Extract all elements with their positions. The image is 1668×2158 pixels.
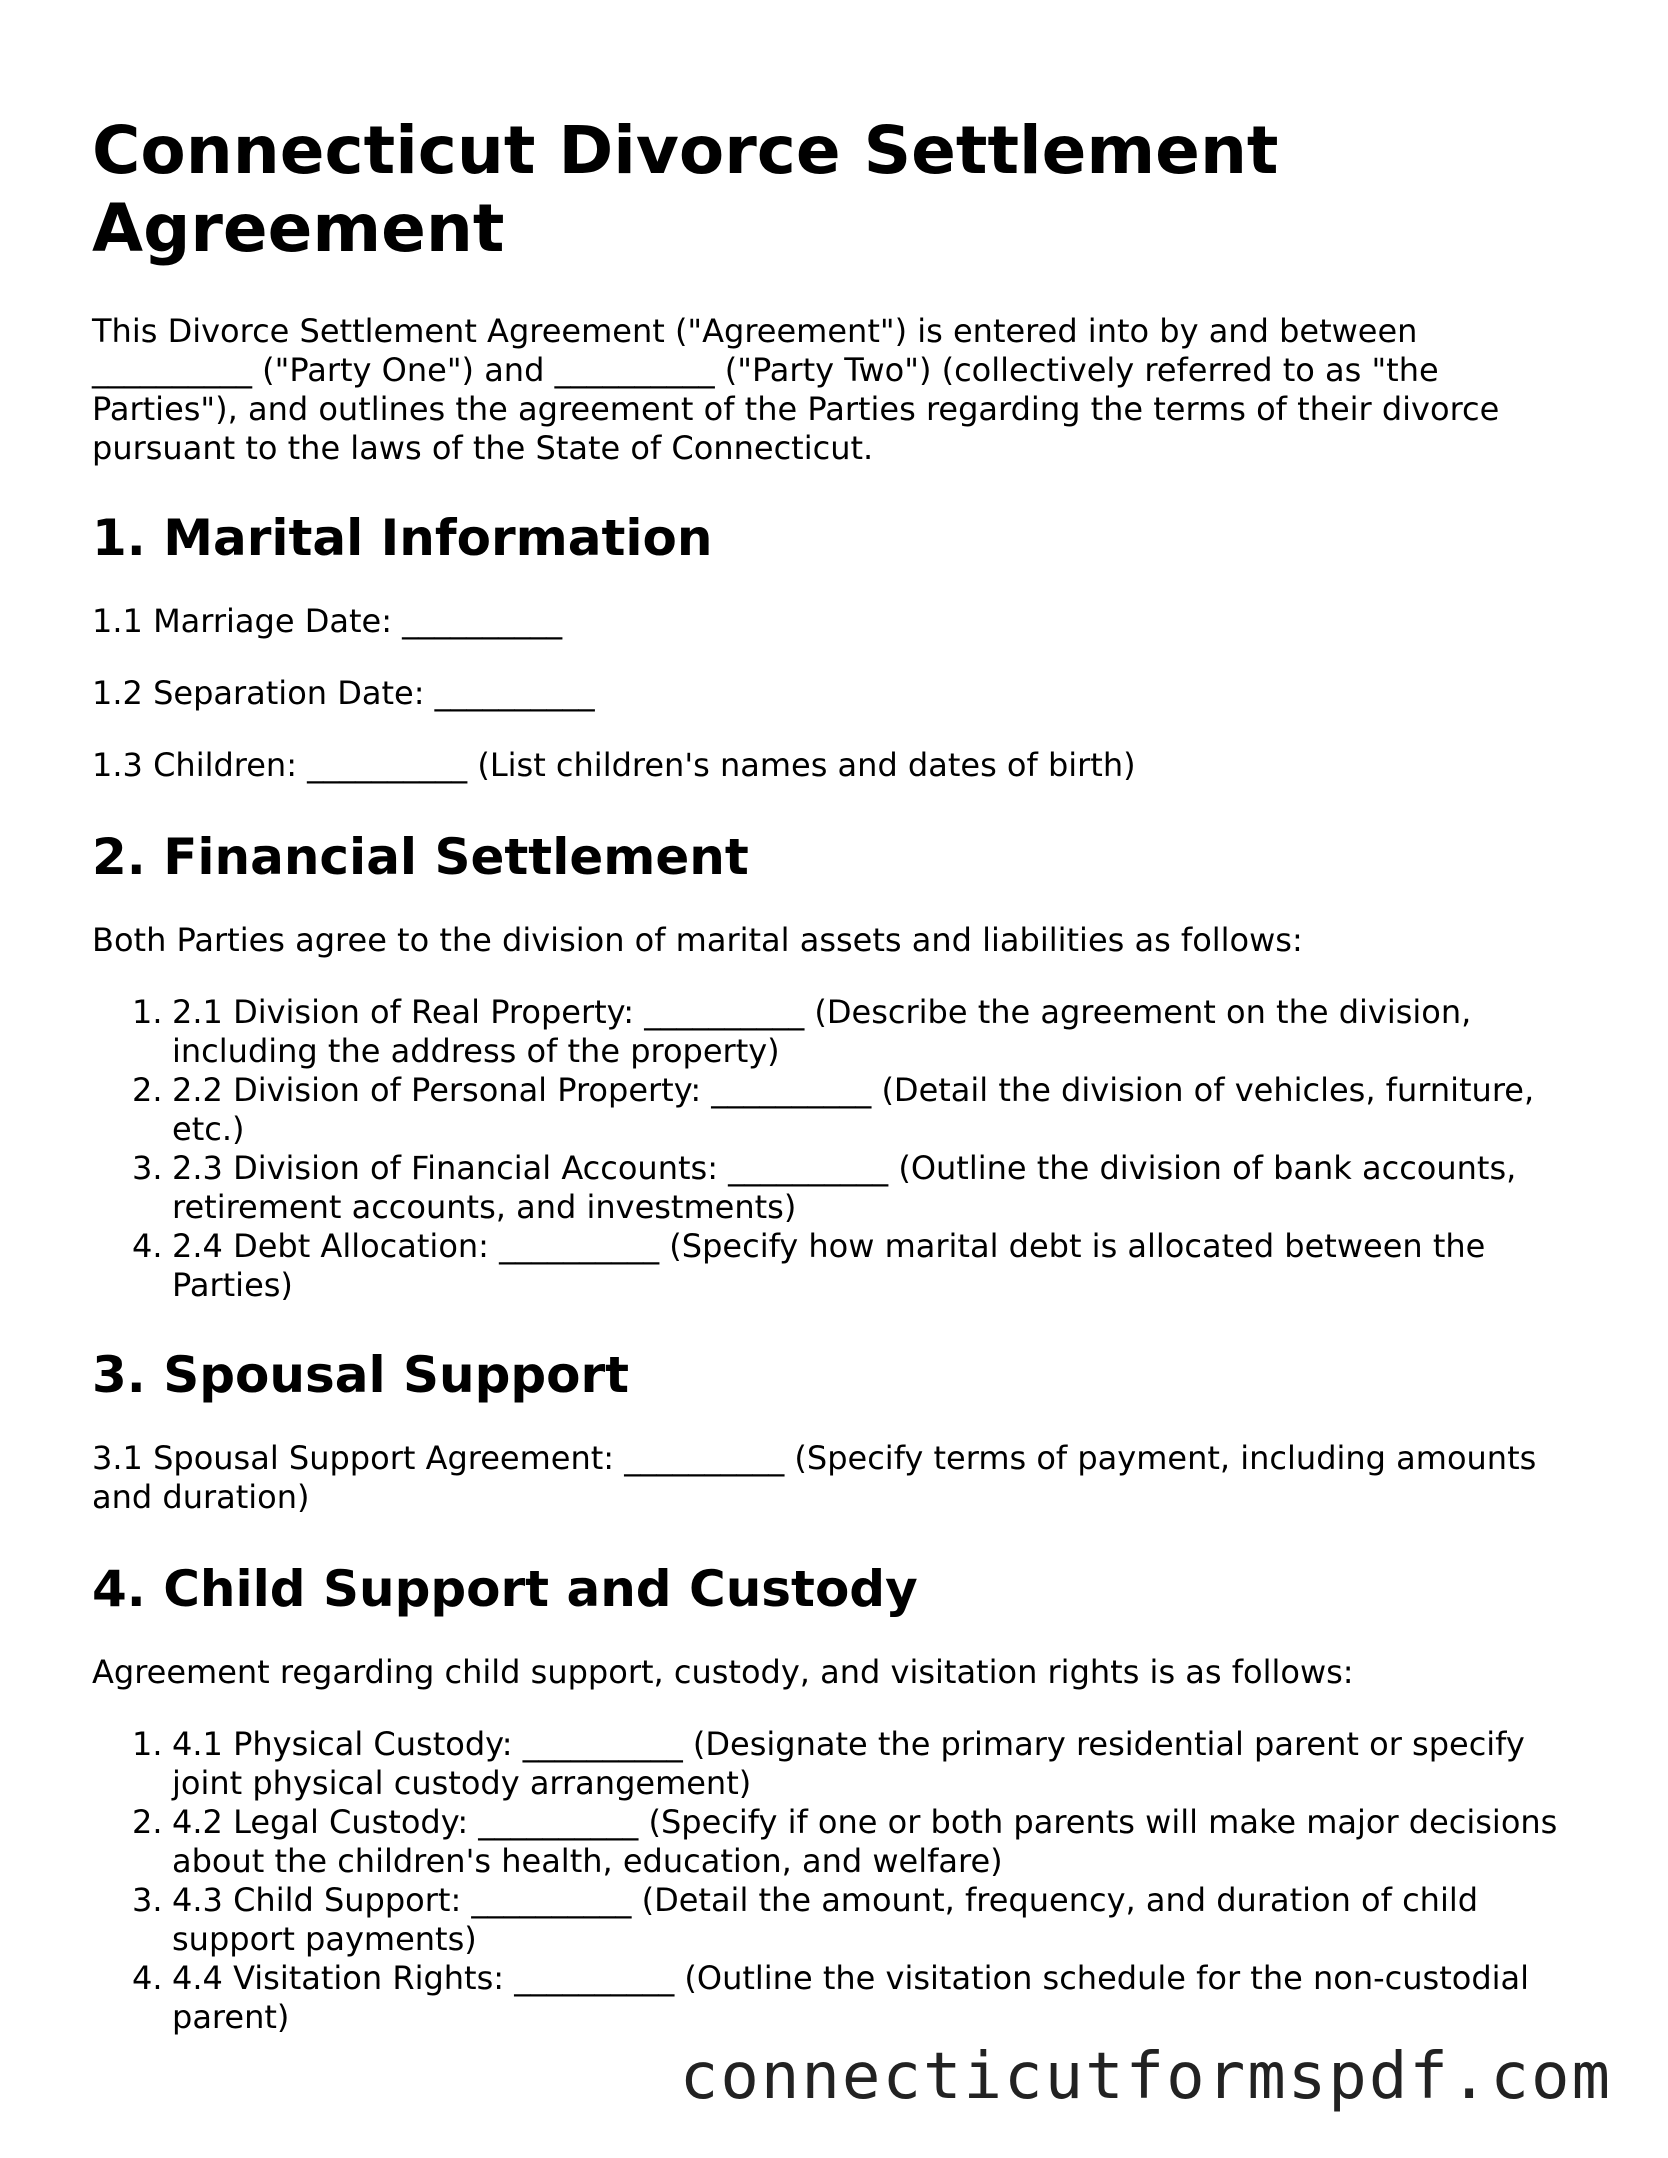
list-item <box>92 1227 1572 1305</box>
list-item <box>92 1803 1572 1881</box>
section-heading-marital-information: 1. Marital Information <box>92 509 713 567</box>
site-watermark: connecticutformspdf.com <box>679 2040 1612 2114</box>
list-item-text: 2.3 Division of Financial Accounts: __________ (Outline the division of bank accounts, retirement accounts, and investments) <box>172 1149 1517 1226</box>
separation-date-field: 1.2 Separation Date: __________ <box>92 674 595 712</box>
list-item-text: 2.2 Division of Personal Property: __________ (Detail the division of vehicles, furniture, etc.) <box>172 1071 1535 1148</box>
section-heading-spousal-support: 3. Spousal Support <box>92 1346 630 1404</box>
list-item <box>92 1071 1572 1149</box>
financial-items-list <box>92 993 1572 1305</box>
marriage-date-field: 1.1 Marriage Date: __________ <box>92 602 563 640</box>
list-number: 4. <box>132 1959 163 1997</box>
list-item-text: 2.1 Division of Real Property: __________ (Describe the agreement on the division, including the address of the property) <box>172 993 1472 1070</box>
list-item-text: 4.4 Visitation Rights: __________ (Outline the visitation schedule for the non-custodial parent) <box>172 1959 1530 2036</box>
spousal-support-field: 3.1 Spousal Support Agreement: __________ (Specify terms of payment, including amounts and duration) <box>92 1439 1537 1516</box>
list-item-text: 4.2 Legal Custody: __________ (Specify if one or both parents will make major decisions about the children's health, education, and welfare) <box>172 1803 1558 1880</box>
list-item <box>92 1725 1572 1803</box>
child-lead-text: Agreement regarding child support, custody, and visitation rights is as follows: <box>92 1653 1354 1691</box>
document-title: Connecticut Divorce Settlement Agreement <box>92 112 1279 267</box>
list-item <box>92 1881 1572 1959</box>
list-number: 4. <box>132 1227 163 1265</box>
child-items-list <box>92 1725 1572 2037</box>
list-number: 3. <box>132 1881 163 1919</box>
list-item <box>92 993 1572 1071</box>
financial-lead-text: Both Parties agree to the division of marital assets and liabilities as follows: <box>92 921 1303 959</box>
list-item <box>92 1149 1572 1227</box>
section-heading-child-support-custody: 4. Child Support and Custody <box>92 1560 918 1618</box>
intro-paragraph: This Divorce Settlement Agreement ("Agreement") is entered into by and between __________ ("Party One") and __________ ("Party Two") (collectively referred to as "the Parties"), and outlines the agreement of the Parties regarding the terms of their divorce pursuant to the laws of the State of Connecticut. <box>92 312 1500 467</box>
list-item-text: 4.1 Physical Custody: __________ (Designate the primary residential parent or specify joint physical custody arrangement) <box>172 1725 1525 1802</box>
document-page <box>92 112 1572 2077</box>
list-number: 2. <box>132 1803 163 1841</box>
children-field: 1.3 Children: __________ (List children's names and dates of birth) <box>92 746 1136 784</box>
list-number: 1. <box>132 1725 163 1763</box>
section-heading-financial-settlement: 2. Financial Settlement <box>92 828 749 886</box>
list-item <box>92 1959 1572 2037</box>
list-item-text: 4.3 Child Support: __________ (Detail the amount, frequency, and duration of child support payments) <box>172 1881 1479 1958</box>
list-number: 2. <box>132 1071 163 1109</box>
list-item-text: 2.4 Debt Allocation: __________ (Specify how marital debt is allocated between the Parties) <box>172 1227 1486 1304</box>
list-number: 3. <box>132 1149 163 1187</box>
list-number: 1. <box>132 993 163 1031</box>
